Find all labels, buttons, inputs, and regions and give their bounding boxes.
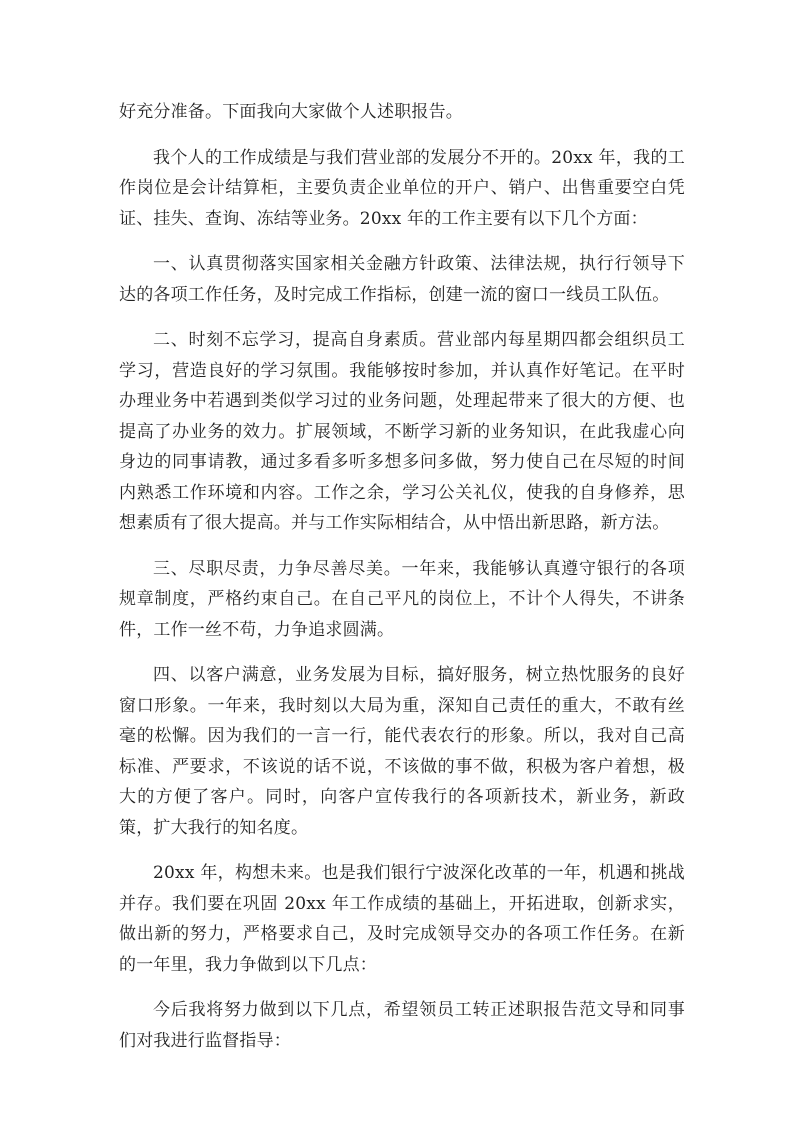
- paragraph-point-three: 三、尽职尽责，力争尽善尽美。一年来，我能够认真遵守银行的各项规章制度，严格约束自己。在自己平凡的岗位上，不计个人得失，不讲条件，工作一丝不苟，力争追求圆满。: [119, 558, 685, 640]
- paragraph-intro-continuation: 好充分准备。下面我向大家做个人述职报告。: [119, 102, 463, 122]
- paragraph-point-four: 四、以客户满意，业务发展为目标，搞好服务，树立热忱服务的良好窗口形象。一年来，我时刻以大局为重，深知自己责任的重大，不敢有丝毫的松懈。因为我们的一言一行，能代表农行的形象。所以，我对自己高标准、严要求，不该说的话不说，不该做的事不做，积极为客户着想，极大的方便了客户。同时，向客户宣传我行的各项新技术，新业务，新政策，扩大我行的知名度。: [119, 665, 685, 838]
- paragraph-point-two: 二、时刻不忘学习，提高自身素质。营业部内每星期四都会组织员工学习，营造良好的学习氛围。我能够按时参加，并认真作好笔记。在平时办理业务中若遇到类似学习过的业务问题，处理起带来了很大的方便、也提高了办业务的效力。扩展领域，不断学习新的业务知识，在此我虚心向身边的同事请教，通过多看多听多想多问多做，努力使自己在尽短的时间内熟悉工作环境和内容。工作之余，学习公关礼仪，使我的自身修养，思想素质有了很大提高。并与工作实际相结合，从中悟出新思路，新方法。: [119, 330, 685, 533]
- paragraph-closing-request: 今后我将努力做到以下几点，希望领员工转正述职报告范文导和同事们对我进行监督指导：: [119, 1000, 685, 1051]
- document-body: [119, 97, 685, 1071]
- paragraph-future-outlook: 20xx 年，构想未来。也是我们银行宁波深化改革的一年，机遇和挑战并存。我们要在巩固 20xx 年工作成绩的基础上，开拓进取，创新求实，做出新的努力，严格要求自己，及时完成领导交办的各项工作任务。在新的一年里，我力争做到以下几点：: [119, 863, 685, 975]
- paragraph-point-one: 一、认真贯彻落实国家相关金融方针政策、法律法规，执行行领导下达的各项工作任务，及时完成工作指标，创建一流的窗口一线员工队伍。: [119, 254, 685, 305]
- paragraph-work-overview: 我个人的工作成绩是与我们营业部的发展分不开的。20xx 年，我的工作岗位是会计结算柜，主要负责企业单位的开户、销户、出售重要空白凭证、挂失、查询、冻结等业务。20xx 年的工作主要有以下几个方面：: [119, 147, 685, 229]
